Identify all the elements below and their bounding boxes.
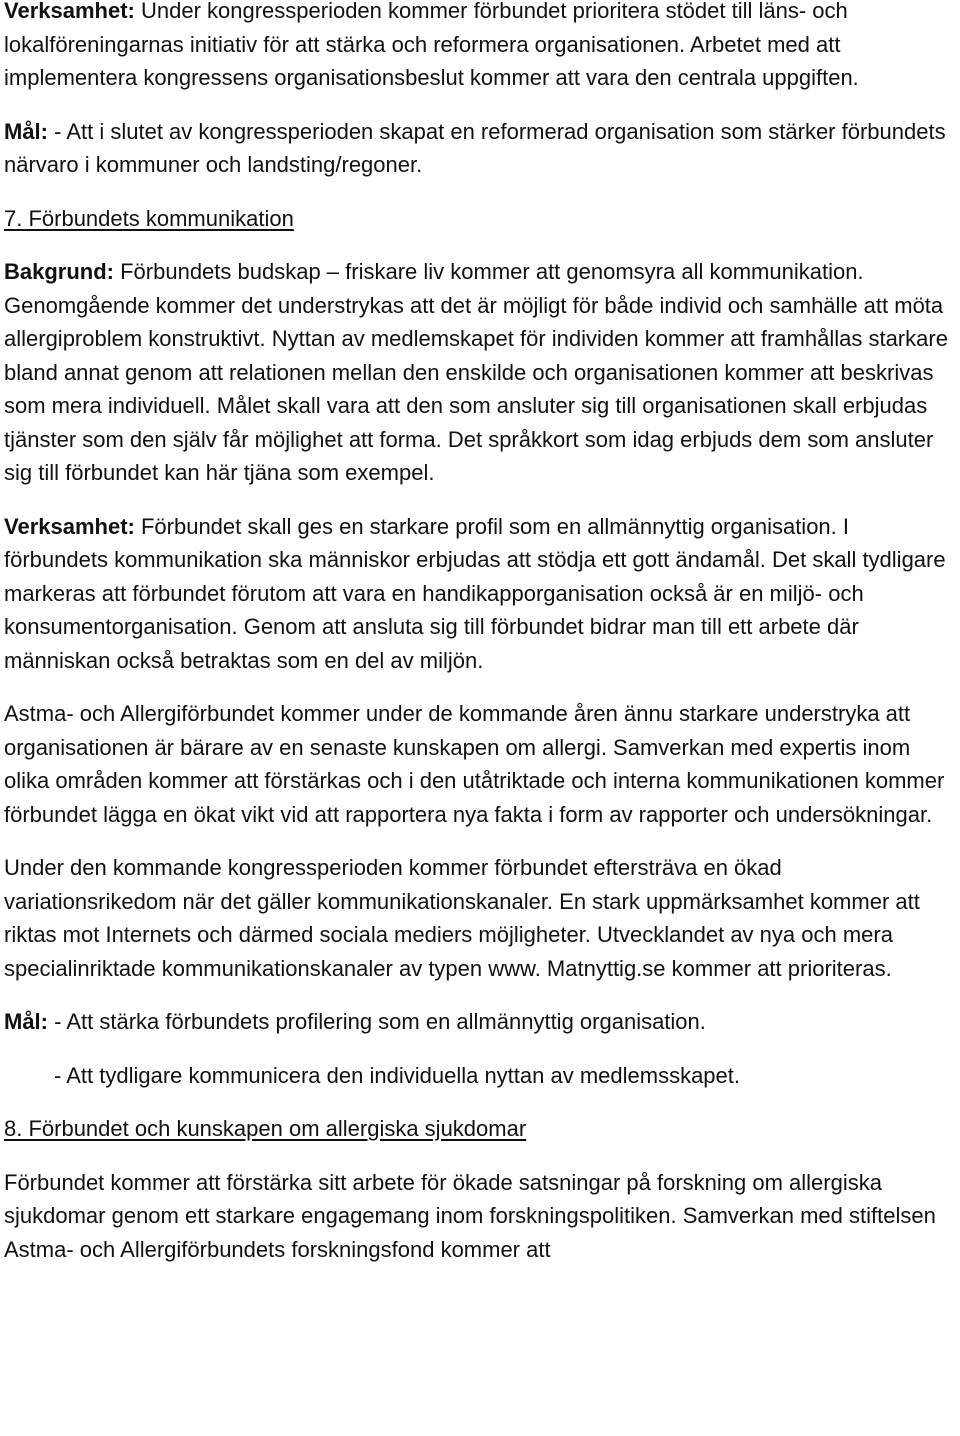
- section-heading-8: 8. Förbundet och kunskapen om allergiska sjukdomar: [4, 1116, 527, 1141]
- label-bakgrund: Bakgrund:: [4, 259, 114, 284]
- paragraph-verksamhet-2: [4, 510, 956, 678]
- paragraph-text: Förbundet skall ges en starkare profil som en allmännyttig organisation. I förbundets kommunikation ska människor erbjudas att stödja ett gott ändamål. Det skall tydligare markeras att förbundet förutom att vara en handikapporganisation också är en miljö- och konsumentorganisation. Genom att ansluta sig till förbundet bidrar man till ett arbete där människan också betraktas som en del av miljön.: [4, 513, 946, 673]
- document-page: [4, 0, 956, 1266]
- label-mal: Mål:: [4, 118, 48, 144]
- paragraph-kunskap: Astma- och Allergiförbundet kommer under de kommande åren ännu starkare understryka att organisationen är bärare av en senaste kunskapen om allergi. Samverkan med expertis inom olika områden kommer att förstärkas och i den utåtriktade och interna kommunikationen kommer förbundet lägga en ökat vikt vid att rapportera nya fakta i form av rapporter och undersökningar.: [4, 701, 945, 827]
- paragraph-bakgrund: [4, 255, 956, 490]
- paragraph-text: Under kongressperioden kommer förbundet prioritera stödet till läns- och lokalföreningarnas initiativ för att stärka och reformera organisationen. Arbetet med att implementera kongressens organisationsbeslut kommer att vara den centrala uppgiften.: [4, 0, 859, 90]
- paragraph-text: Förbundets budskap – friskare liv kommer att genomsyra all kommunikation. Genomgående kommer det understrykas att det är möjligt för både individ och samhälle att möta allergiproblem konstruktivt. Nyttan av medlemskapet för individen kommer att framhållas starkare bland annat genom att relationen mellan den enskilde och organisationen kommer att beskrivas som mera individuell. Målet skall vara att den som ansluter sig till organisationen skall erbjudas tjänster som den själv får möjlighet att forma. Det språkkort som idag erbjuds dem som ansluter sig till förbundet kan här tjäna som exempel.: [4, 259, 948, 485]
- paragraph-text: - Att i slutet av kongressperioden skapat en reformerad organisation som stärker förbundets närvaro i kommuner och landsting/regoner.: [4, 118, 946, 177]
- paragraph-mal-2: [4, 1005, 956, 1039]
- paragraph-mal-1: [4, 115, 956, 182]
- label-verksamhet: Verksamhet:: [4, 0, 135, 23]
- paragraph-verksamhet-1: [4, 0, 956, 95]
- label-mal: Mål:: [4, 1009, 48, 1034]
- paragraph-text: - Att stärka förbundets profilering som en allmännyttig organisation.: [48, 1009, 706, 1034]
- paragraph-forskning: Förbundet kommer att förstärka sitt arbete för ökade satsningar på forskning om allergiska sjukdomar genom ett starkare engagemang inom forskningspolitiken. Samverkan med stiftelsen Astma- och Allergiförbundets forskningsfond kommer att: [4, 1169, 936, 1262]
- section-heading-7: 7. Förbundets kommunikation: [4, 205, 294, 231]
- paragraph-mal-2-item: - Att tydligare kommunicera den individuella nyttan av medlemsskapet.: [54, 1062, 741, 1088]
- label-verksamhet: Verksamhet:: [4, 513, 135, 539]
- paragraph-kanaler: Under den kommande kongressperioden kommer förbundet eftersträva en ökad variationsrikedom när det gäller kommunikationskanaler. En stark uppmärksamhet kommer att riktas mot Internets och därmed sociala mediers möjligheter. Utvecklandet av nya och mera specialinriktade kommunikationskanaler av typen www. Matnyttig.se kommer att prioriteras.: [4, 855, 920, 981]
